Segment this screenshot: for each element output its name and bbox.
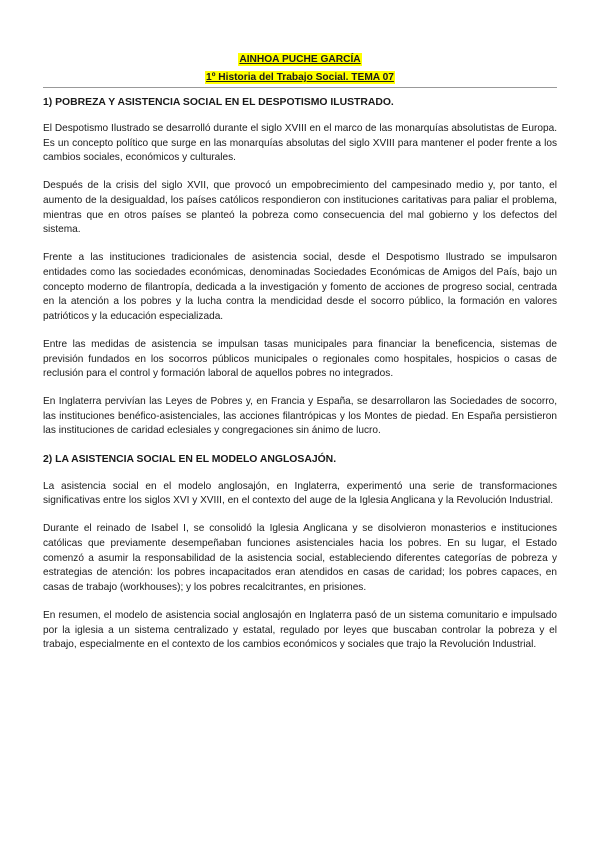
paragraph: En resumen, el modelo de asistencia social anglosajón en Inglaterra pasó de un sistema comunitario e impulsado por la iglesia a un sistema centralizado y estatal, regulado por leyes que buscaban controlar la pobreza y el trabajo, especialmente en el contexto de los cambios económicos y sociales que trajo la Revolución Industrial.: [43, 610, 557, 651]
course-title: 1º Historia del Trabajo Social. TEMA 07: [206, 72, 394, 83]
author-name: AINHOA PUCHE GARCÍA: [239, 54, 361, 65]
paragraph: Frente a las instituciones tradicionales de asistencia social, desde el Despotismo Ilustrado se impulsaron entidades como las sociedades económicas, denominadas Sociedades Económicas de Amigos del País, bajo un concepto moderno de filantropía, dedicada a la investigación y fomento de acciones de progreso social, centrada en la atención a los pobres y la lucha contra la mendicidad desde el socorro público, la formación en valores patrióticos y la educación especializada.: [43, 252, 557, 322]
section-heading: 2) LA ASISTENCIA SOCIAL EN EL MODELO ANGLOSAJÓN.: [43, 453, 337, 465]
header-divider: [43, 87, 557, 88]
document-header: [0, 49, 600, 85]
paragraph: La asistencia social en el modelo anglosajón, en Inglaterra, experimentó una serie de transformaciones significativas entre los siglos XVI y XVIII, en el contexto del auge de la Iglesia Anglicana y la Revolución Industrial.: [43, 480, 557, 507]
paragraph: El Despotismo Ilustrado se desarrolló durante el siglo XVIII en el marco de las monarquías absolutistas de Europa. Es un concepto político que surge en las monarquías absolutas del siglo XVIII para mantener el poder frente a los cambios sociales, económicos y culturales.: [43, 123, 557, 164]
document-body: [43, 96, 557, 666]
paragraph: En Inglaterra pervivían las Leyes de Pobres y, en Francia y España, se desarrollaron las Sociedades de socorro, las instituciones benéfico-asistenciales, las acciones filantrópicas y los Montes de piedad. En España persistieron las instituciones de caridad eclesiales y congregaciones sin ánimo de lucro.: [43, 396, 557, 437]
paragraph: Después de la crisis del siglo XVII, que provocó un empobrecimiento del campesinado medio y, por tanto, el aumento de la desigualdad, los países católicos respondieron con instituciones caritativas para paliar el problema, mientras que en otros países se planteó la pobreza como consecuencia del mal gobierno y los defectos del sistema.: [43, 180, 557, 236]
paragraph: Durante el reinado de Isabel I, se consolidó la Iglesia Anglicana y se disolvieron monasterios e instituciones católicas que previamente desempeñaban funciones asistenciales hacia los pobres. En su lugar, el Estado comenzó a asumir la responsabilidad de la asistencia social, estableciendo diferentes categorías de pobreza y estrategias de atención: los pobres incapacitados eran atendidos en casas de caridad; los pobres capaces, en casas de trabajo (workhouses); y los pobres recalcitrantes, en prisiones.: [43, 523, 557, 593]
section-heading: 1) POBREZA Y ASISTENCIA SOCIAL EN EL DESPOTISMO ILUSTRADO.: [43, 97, 394, 108]
paragraph: Entre las medidas de asistencia se impulsan tasas municipales para financiar la beneficencia, sistemas de previsión fundados en los socorros públicos municipales o regionales como hospitales, hospicios o casas de reclusión para el control y formación laboral de aquellos pobres no integrados.: [43, 338, 557, 380]
